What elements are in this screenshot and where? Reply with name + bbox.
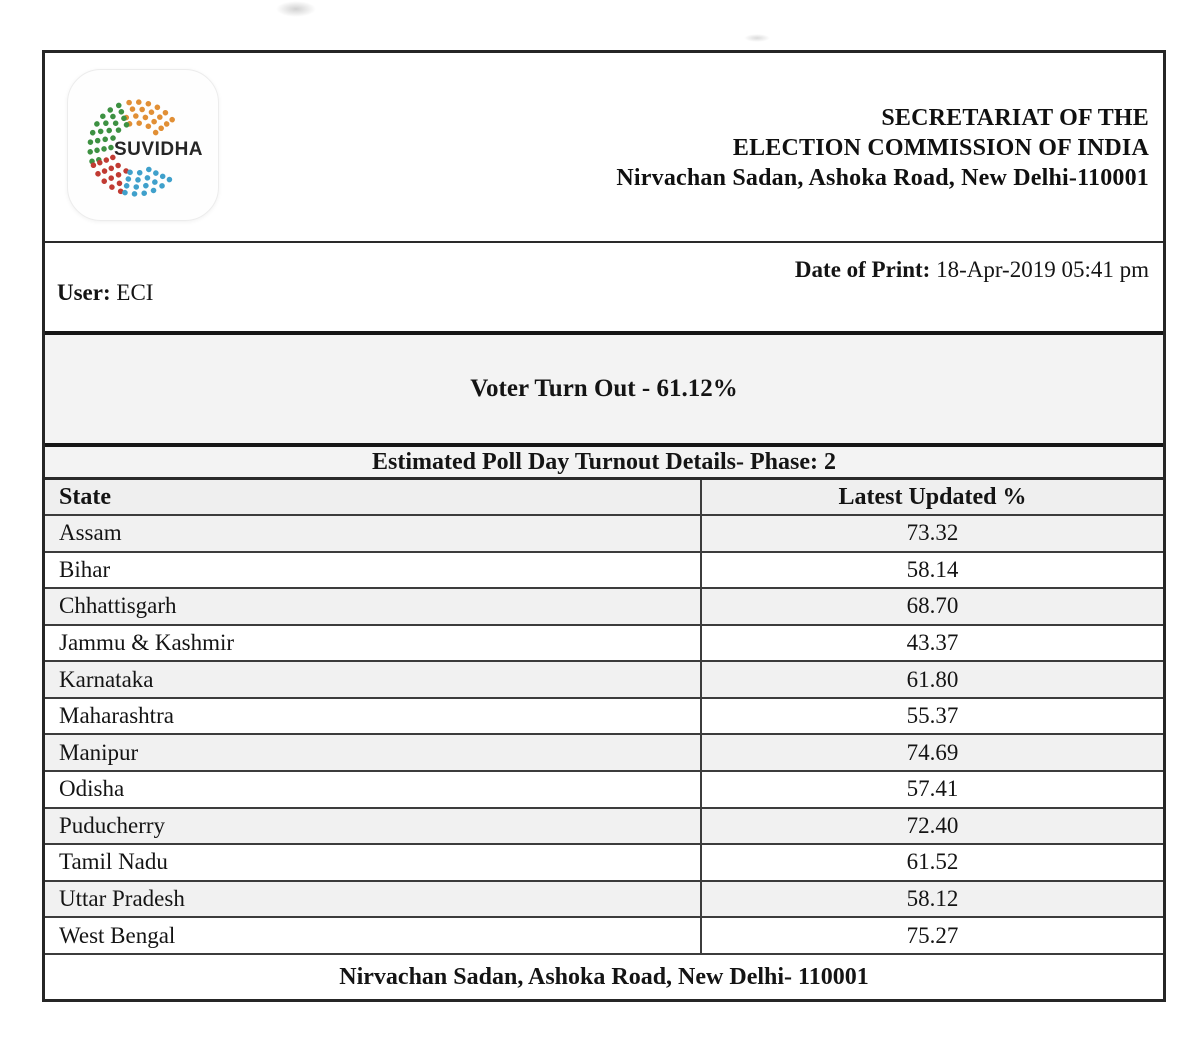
user-value: ECI [116,280,154,305]
state-cell: Uttar Pradesh [45,882,702,917]
table-row [45,735,1163,772]
table-row [45,699,1163,736]
table-row [45,589,1163,626]
voter-turnout-title: Voter Turn Out - 61.12% [470,375,738,402]
table-row [45,918,1163,955]
report-document [42,50,1166,1002]
state-cell: Bihar [45,553,702,588]
meta-section [45,243,1163,335]
table-row [45,516,1163,553]
percent-cell: 43.37 [906,630,959,656]
percent-cell: 74.69 [906,739,959,765]
column-header-state: State [45,480,702,514]
percent-cell: 58.14 [906,556,959,582]
user-label: User: [57,280,111,305]
state-cell: Puducherry [45,809,702,844]
user-info [57,280,153,306]
state-cell: Jammu & Kashmir [45,626,702,661]
table-row [45,809,1163,846]
state-cell: Tamil Nadu [45,845,702,880]
suvidha-logo-text: SUVIDHA [114,139,204,160]
state-cell: West Bengal [45,918,702,953]
table-row [45,772,1163,809]
percent-cell: 68.70 [906,593,959,619]
header-line-2: ELECTION COMMISSION OF INDIA [732,135,1149,161]
percent-cell: 75.27 [906,922,959,948]
turnout-table [45,516,1163,955]
date-label: Date of Print: [794,257,931,282]
scan-smudge [276,1,316,17]
date-of-print [795,257,1149,283]
table-caption: Estimated Poll Day Turnout Details- Phase: 2 [371,448,836,475]
percent-cell: 61.80 [906,666,959,692]
footer-address-band [45,955,1163,999]
suvidha-logo-graphic [68,70,218,220]
header-section [45,53,1163,243]
date-value: 18-Apr-2019 05:41 pm [936,257,1149,282]
table-row [45,882,1163,919]
suvidha-logo-icon [67,69,219,221]
voter-turnout-band [45,335,1163,447]
table-row [45,662,1163,699]
header-line-1: SECRETARIAT OF THE [881,105,1149,131]
org-header [616,103,1149,193]
state-cell: Maharashtra [45,699,702,734]
state-cell: Chhattisgarh [45,589,702,624]
percent-cell: 72.40 [906,812,959,838]
footer-address: Nirvachan Sadan, Ashoka Road, New Delhi- 110001 [339,963,869,990]
header-line-3: Nirvachan Sadan, Ashoka Road, New Delhi-110001 [616,165,1149,191]
scan-smudge [744,34,770,42]
state-cell: Manipur [45,735,702,770]
table-header-row [45,480,1163,516]
table-caption-band [45,447,1163,480]
percent-cell: 57.41 [906,776,959,802]
table-row [45,845,1163,882]
percent-cell: 61.52 [906,849,959,875]
percent-cell: 73.32 [906,520,959,546]
table-row [45,553,1163,590]
table-row [45,626,1163,663]
percent-cell: 55.37 [906,703,959,729]
state-cell: Odisha [45,772,702,807]
state-cell: Assam [45,516,702,551]
state-cell: Karnataka [45,662,702,697]
percent-cell: 58.12 [906,886,959,912]
column-header-percent: Latest Updated % [838,483,1027,510]
